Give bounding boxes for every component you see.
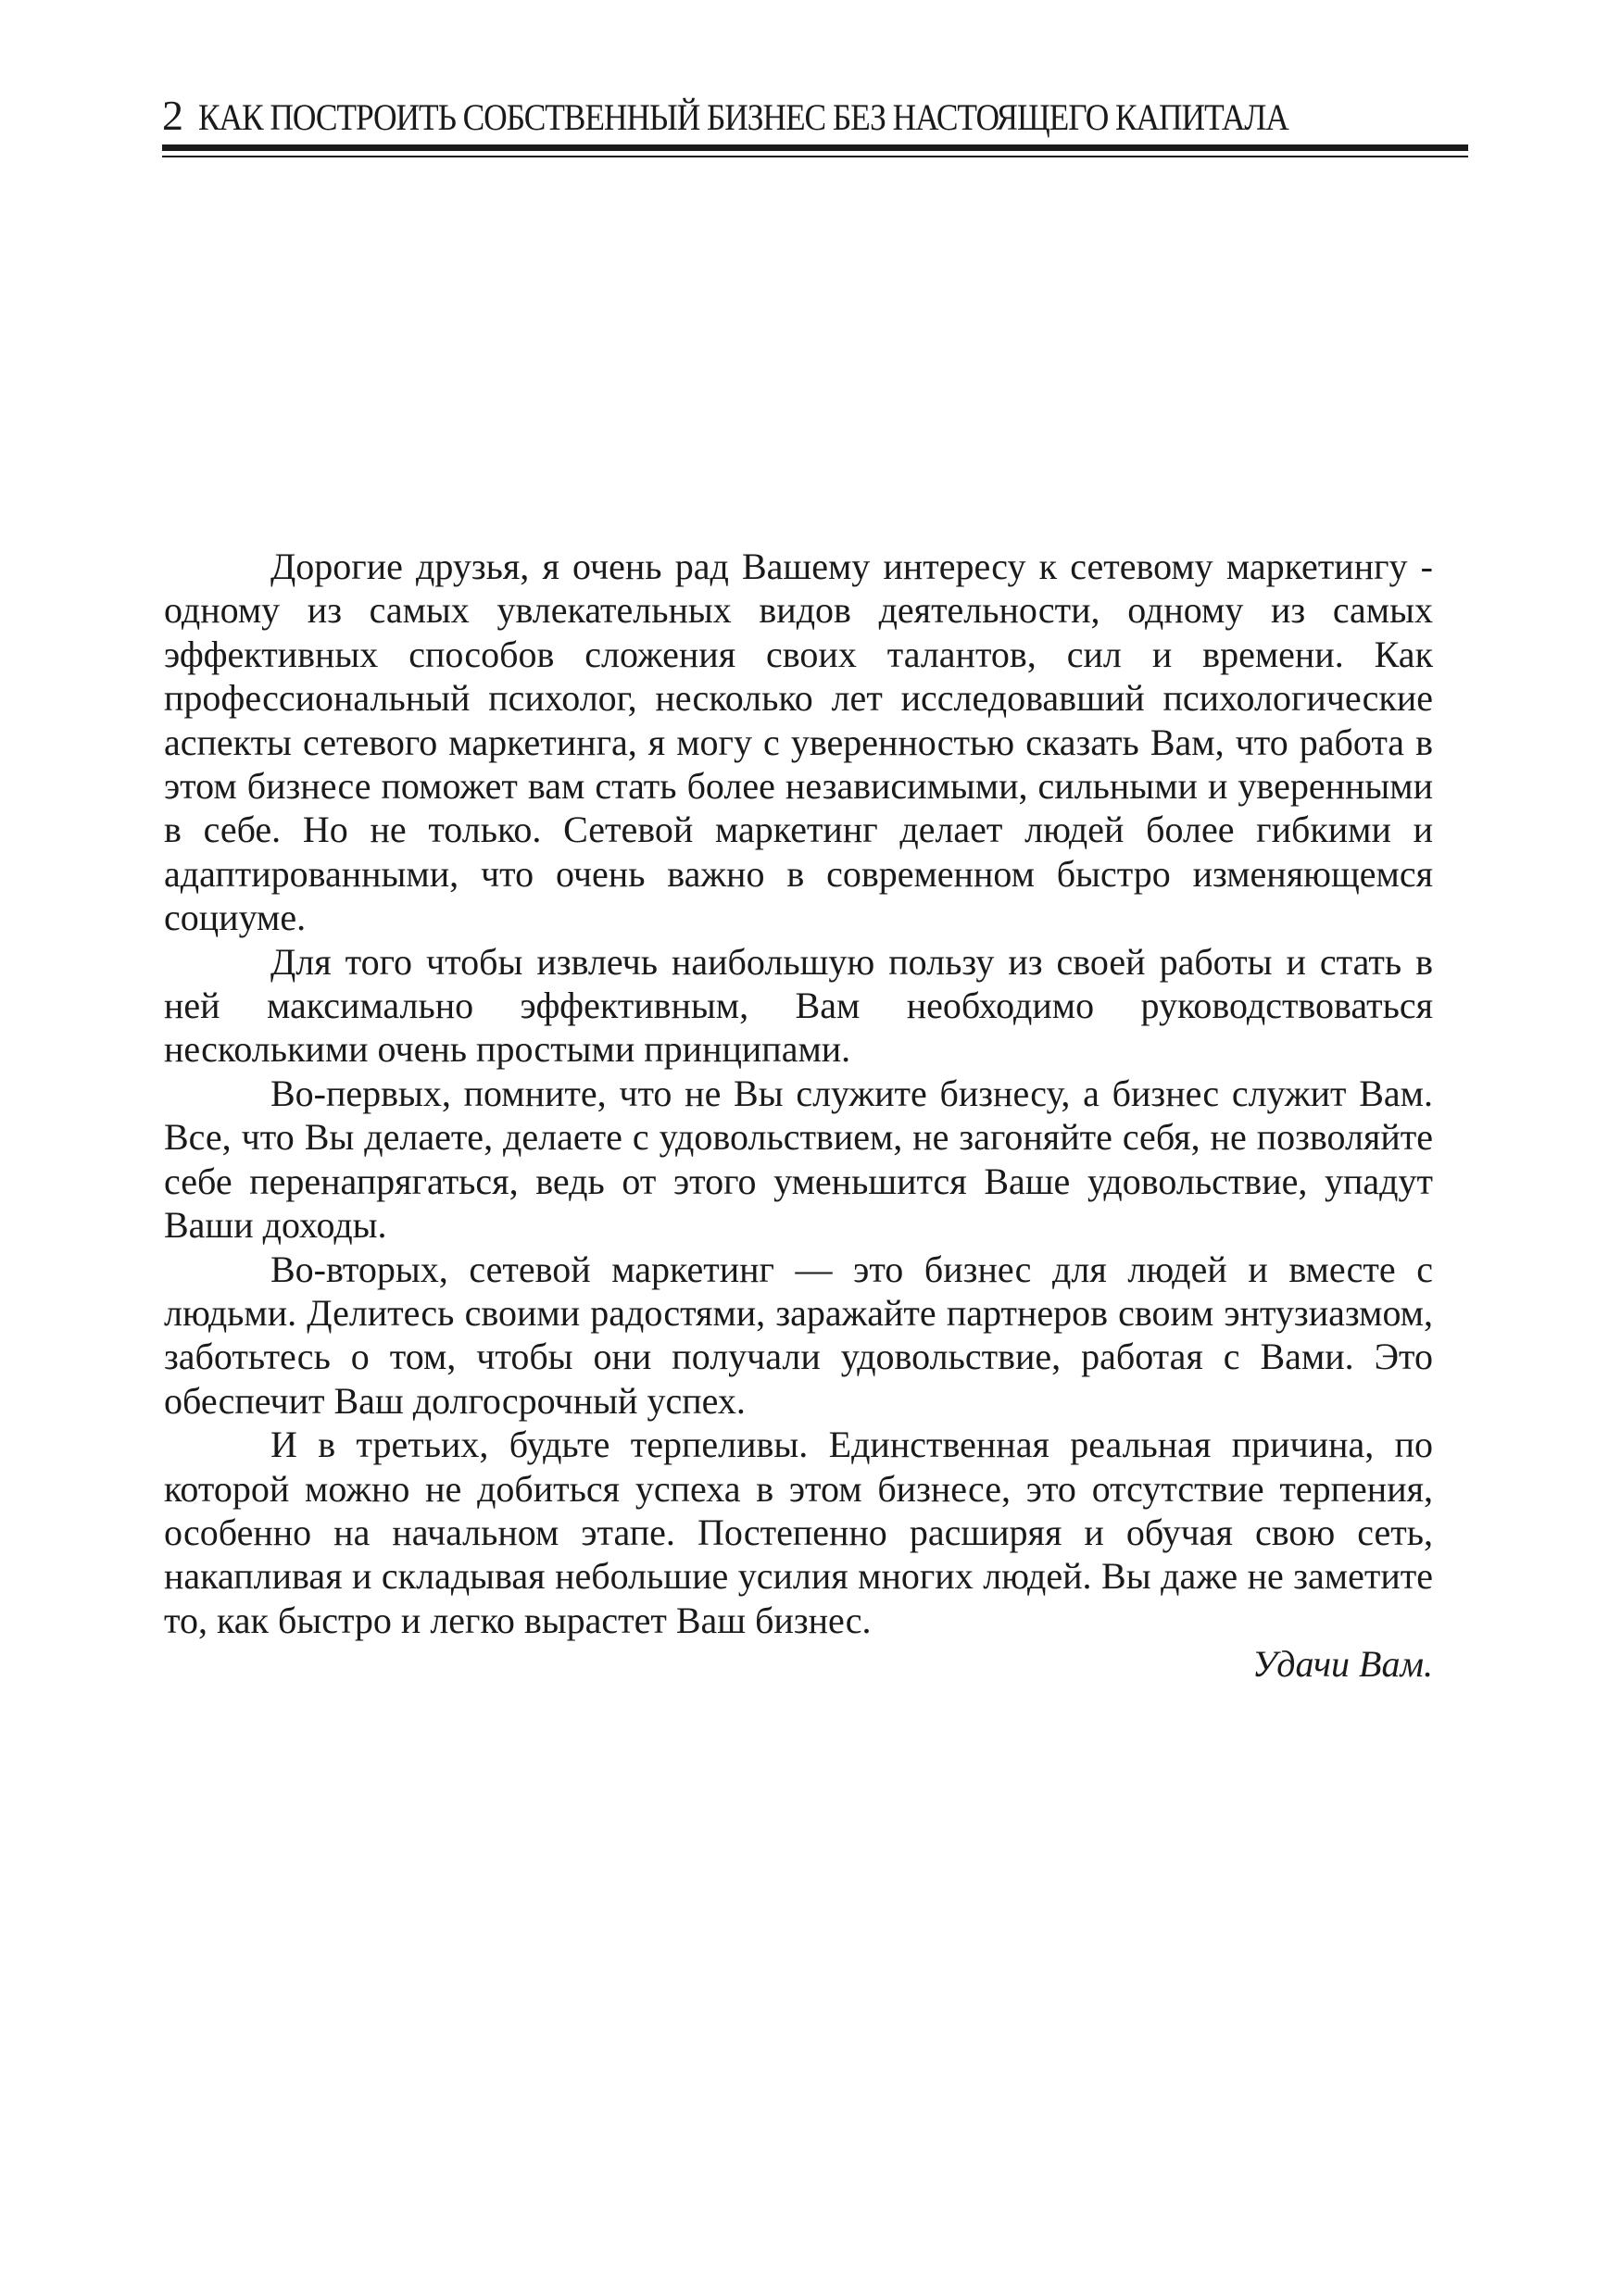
page-number: 2: [162, 92, 183, 139]
paragraph-principles-intro: Для того чтобы извлечь наибольшую пользу из своей работы и стать в ней максимально эффективным, Вам необходимо руководствоваться несколькими очень простыми принципами.: [164, 940, 1433, 1071]
body-text: [164, 545, 1433, 1687]
paragraph-greeting: Дорогие друзья, я очень рад Вашему интересу к сетевому маркетингу - одному из самых увлекательных видов деятельности, одному из самых эффективных способов сложения своих талантов, сил и времени. Как профессиональный психолог, несколько лет исследовавший психологические аспекты сетевого маркетинга, я могу с уверенностью сказать Вам, что работа в этом бизнесе поможет вам стать более независимыми, сильными и уверенными в себе. Но не только. Сетевой маркетинг делает людей более гибкими и адаптированными, что очень важно в современном быстро изменяющемся социуме.: [164, 546, 1433, 939]
paragraph-second-principle: Во-вторых, сетевой маркетинг — это бизнес для людей и вместе с людьми. Делитесь своими радостями, заражайте партнеров своим энтузиазмом, заботьтесь о том, чтобы они получали удовольствие, работая с Вами. Это обеспечит Ваш долгосрочный успех.: [164, 1248, 1433, 1422]
signature: Удачи Вам.: [1251, 1643, 1433, 1686]
paragraph-third-principle: И в третьих, будьте терпеливы. Единственная реальная причина, по которой можно не добиться успеха в этом бизнесе, это отсутствие терпения, особенно на начальном этапе. Постепенно расширяя и обучая свою сеть, накапливая и складывая небольшие усилия многих людей. Вы даже не заметите то, как быстро и легко вырастет Ваш бизнес.: [164, 1424, 1433, 1641]
header-rule-thin: [162, 156, 1468, 157]
running-header: [162, 93, 1468, 139]
paragraph-first-principle: Во-первых, помните, что не Вы служите бизнесу, а бизнес служит Вам. Все, что Вы делаете, делаете с удовольствием, не загоняйте себя, не позволяйте себе перенапрягаться, ведь от этого уменьшится Ваше удовольствие, упадут Ваши доходы.: [164, 1072, 1433, 1247]
running-header-title: КАК ПОСТРОИТЬ СОБСТВЕННЫЙ БИЗНЕС БЕЗ НАСТОЯЩЕГО КАПИТАЛА: [198, 96, 1288, 138]
header-rule-thick: [162, 144, 1468, 151]
